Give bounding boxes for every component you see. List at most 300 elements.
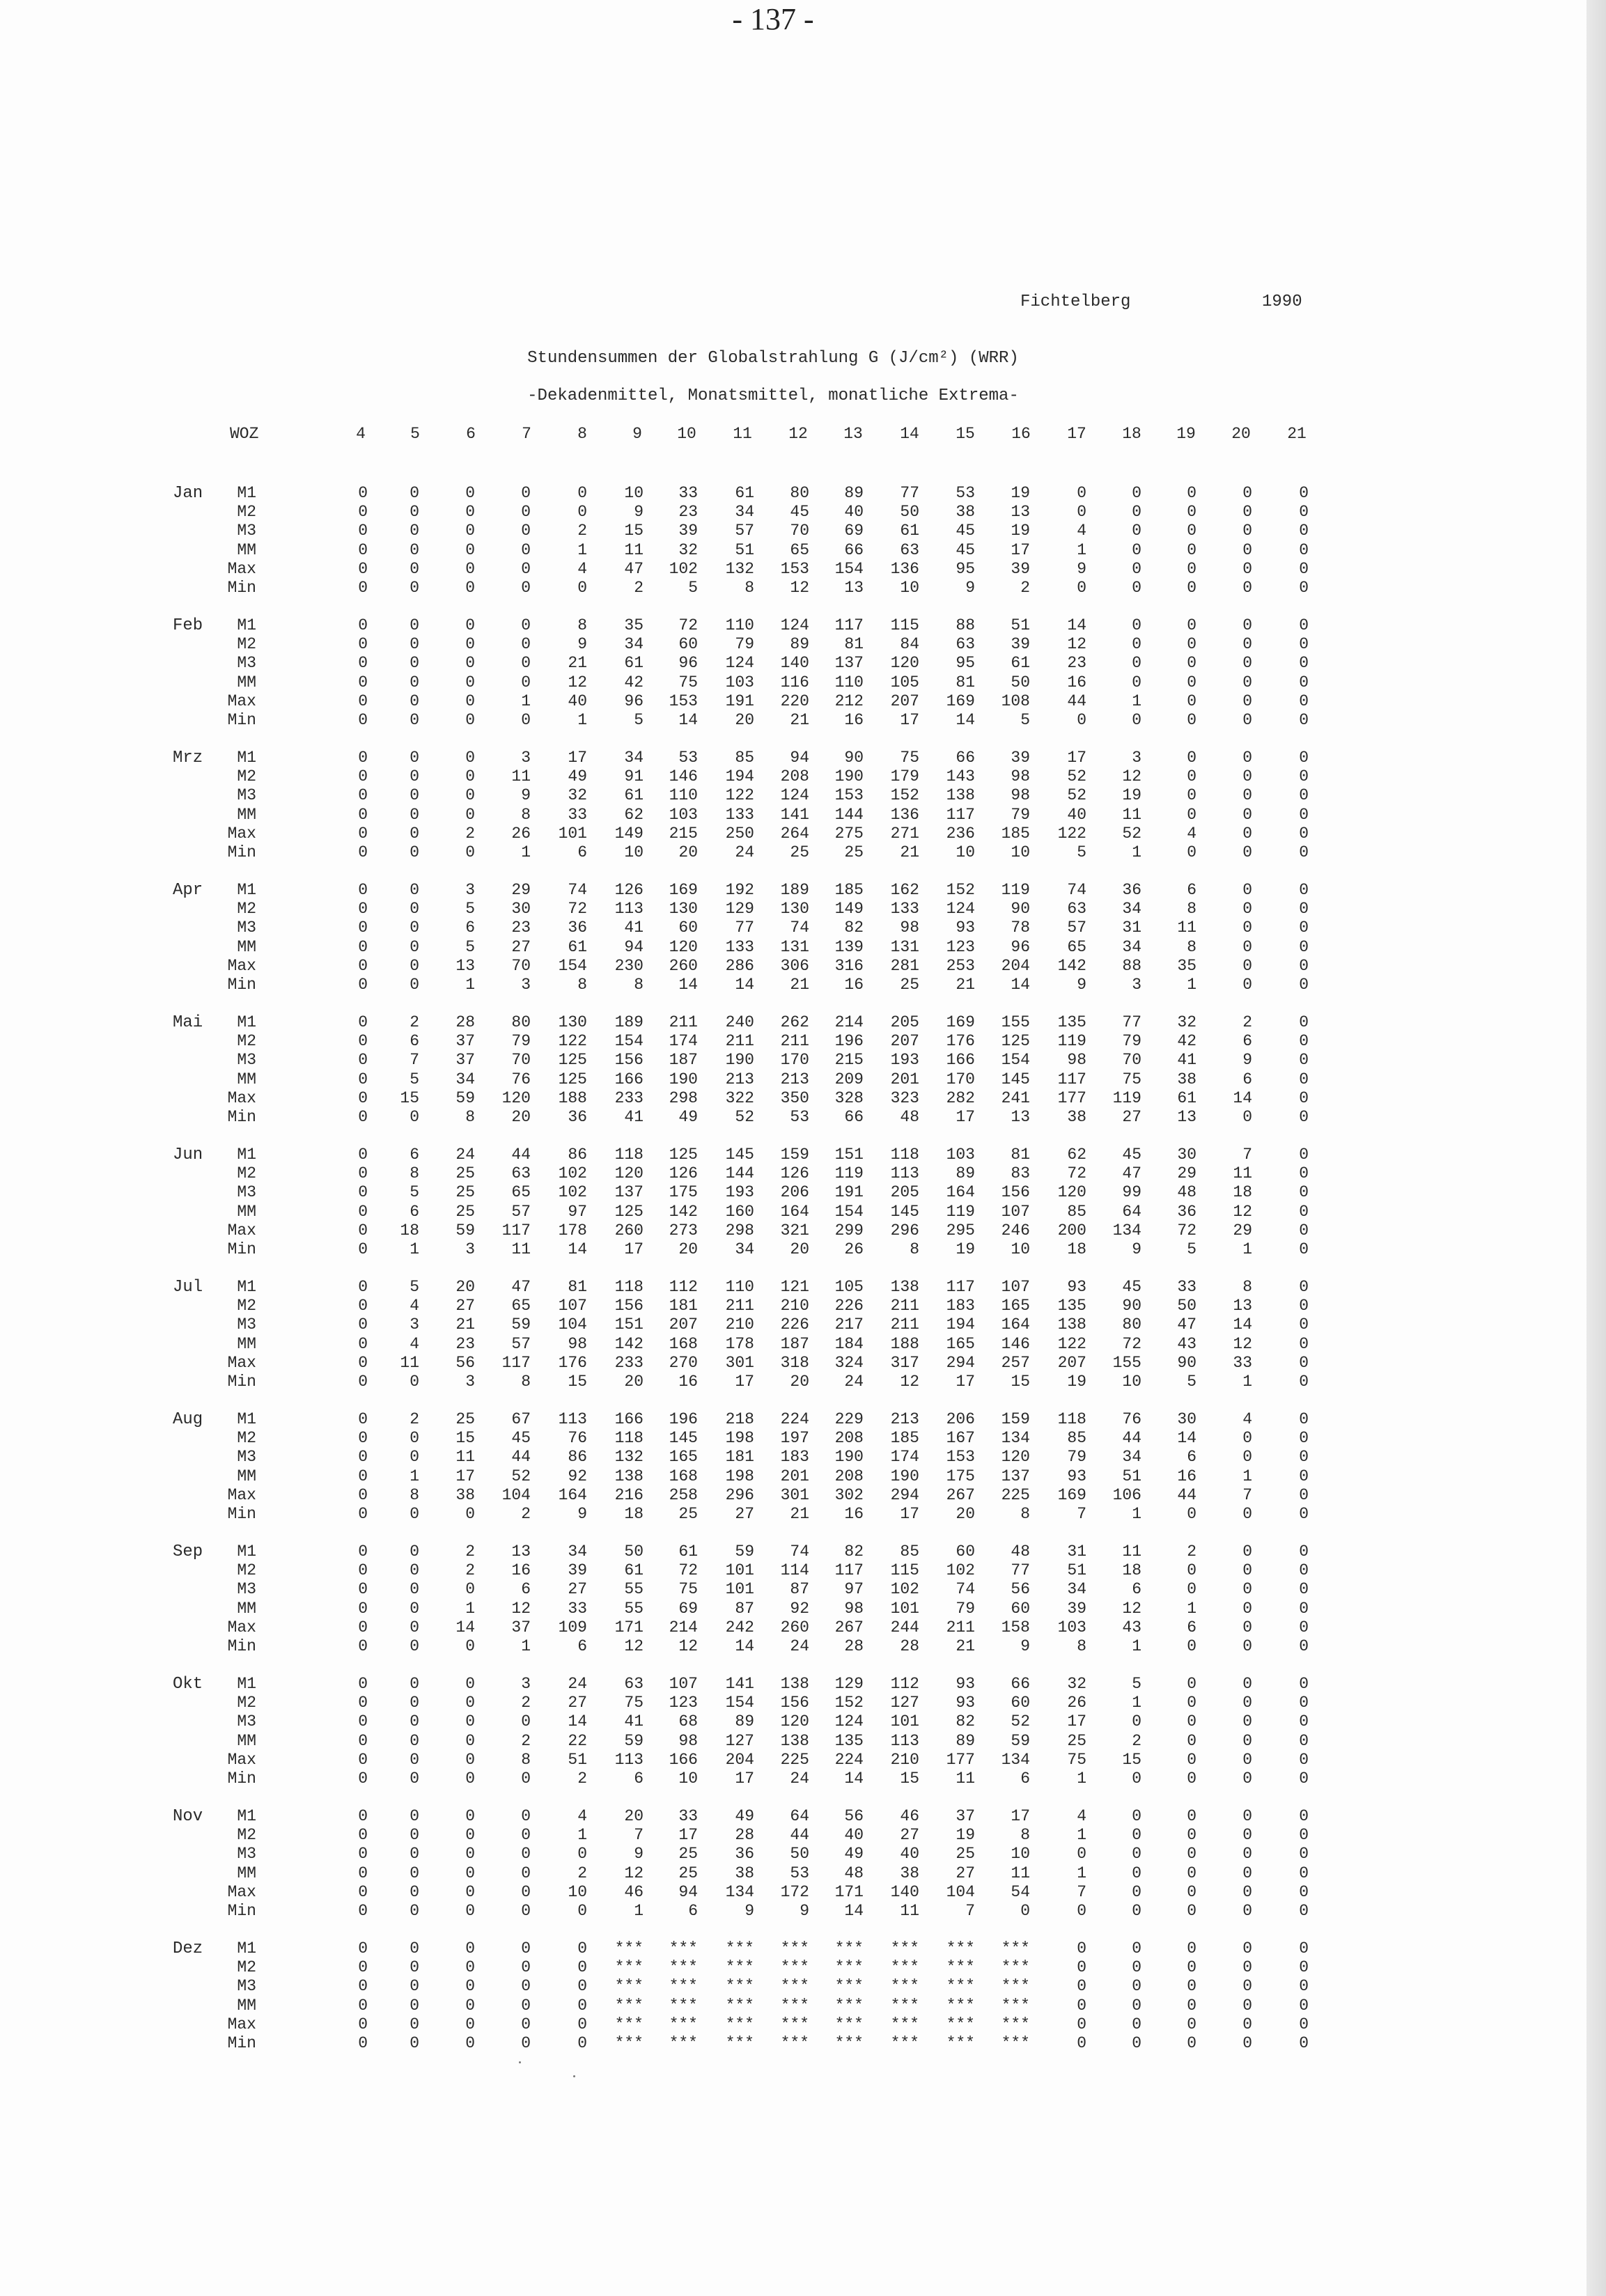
table-cell: 165 (1001, 1297, 1030, 1315)
table-cell: 120 (890, 654, 919, 673)
table-cell: 36 (568, 919, 587, 937)
table-cell: 0 (358, 1712, 368, 1731)
row-label: Max (227, 1750, 256, 1769)
table-cell: 9 (1020, 1637, 1030, 1655)
table-cell: 0 (1242, 1429, 1252, 1448)
row-label: Max (227, 1088, 256, 1107)
table-cell: 3 (521, 749, 531, 767)
row-label: M3 (237, 522, 256, 540)
table-cell: 10 (624, 484, 644, 502)
table-cell: 155 (1001, 1013, 1030, 1031)
table-cell: 271 (890, 824, 919, 843)
table-cell: 18 (1067, 1240, 1086, 1258)
table-cell: 210 (780, 1297, 809, 1315)
table-cell: 11 (1122, 805, 1141, 824)
table-cell: 12 (1233, 1202, 1252, 1221)
table-cell: 0 (410, 616, 419, 634)
table-cell: 14 (844, 1770, 864, 1788)
table-cell: *** (946, 1939, 975, 1958)
row-label: Max (227, 824, 256, 843)
table-cell: 5 (634, 711, 644, 729)
station-name: Fichtelberg (1020, 292, 1131, 311)
table-cell: 171 (614, 1618, 644, 1637)
table-cell: 28 (844, 1637, 864, 1655)
table-cell: 38 (956, 503, 975, 522)
table-cell: 0 (358, 1939, 368, 1958)
table-cell: 11 (624, 540, 644, 559)
table-cell: 21 (455, 1315, 475, 1334)
table-cell: 211 (780, 1032, 809, 1051)
row-label: Max (227, 956, 256, 975)
table-cell: 0 (410, 484, 419, 502)
table-cell: 165 (946, 1334, 975, 1353)
table-cell: 47 (1122, 1164, 1141, 1183)
table-cell: 11 (1177, 919, 1196, 937)
table-cell: 207 (890, 692, 919, 710)
table-cell: 0 (410, 1882, 419, 1901)
table-cell: 0 (1299, 1448, 1309, 1467)
table-cell: 25 (900, 976, 919, 994)
table-cell: 0 (1242, 1958, 1252, 1977)
table-cell: 28 (735, 1826, 754, 1845)
row-label: MM (237, 1334, 256, 1353)
table-cell: 96 (678, 654, 698, 673)
table-cell: 102 (946, 1561, 975, 1580)
table-cell: 17 (1067, 749, 1086, 767)
table-cell: 0 (1242, 1770, 1252, 1788)
table-cell: *** (669, 2015, 698, 2033)
table-cell: 0 (410, 1637, 419, 1655)
table-cell: 52 (1067, 767, 1086, 786)
table-cell: 102 (669, 559, 698, 578)
table-cell: 0 (410, 579, 419, 597)
table-cell: 225 (1001, 1485, 1030, 1504)
table-cell: 126 (780, 1164, 809, 1183)
table-cell: 0 (1187, 1750, 1196, 1769)
table-cell: 45 (511, 1429, 531, 1448)
table-cell: 0 (1242, 616, 1252, 634)
table-cell: 17 (900, 711, 919, 729)
table-cell: 61 (900, 522, 919, 540)
table-cell: 0 (1299, 1902, 1309, 1920)
table-cell: 80 (511, 1013, 531, 1031)
table-cell: 17 (956, 1373, 975, 1391)
table-cell: 33 (568, 1599, 587, 1618)
table-cell: 0 (1242, 1637, 1252, 1655)
hour-header: 18 (1122, 425, 1141, 443)
table-cell: 101 (890, 1599, 919, 1618)
table-cell: 76 (1122, 1410, 1141, 1428)
table-cell: 226 (780, 1315, 809, 1334)
table-cell: 207 (669, 1315, 698, 1334)
table-cell: 19 (1011, 484, 1030, 502)
table-cell: 38 (735, 1864, 754, 1882)
table-cell: 0 (358, 1561, 368, 1580)
table-cell: 20 (790, 1373, 809, 1391)
table-cell: 0 (1299, 937, 1309, 956)
table-cell: 85 (900, 1543, 919, 1561)
row-label: Min (227, 2034, 256, 2052)
table-cell: 178 (558, 1221, 587, 1240)
table-cell: 4 (577, 1807, 587, 1825)
table-cell: 72 (1122, 1334, 1141, 1353)
table-cell: 9 (634, 503, 644, 522)
table-cell: 92 (790, 1599, 809, 1618)
table-cell: 6 (1187, 1448, 1196, 1467)
table-cell: 12 (624, 1864, 644, 1882)
table-cell: 0 (1132, 635, 1141, 654)
table-cell: 153 (834, 786, 864, 805)
table-cell: 57 (511, 1202, 531, 1221)
table-cell: 142 (614, 1334, 644, 1353)
table-cell: 24 (790, 1637, 809, 1655)
table-cell: 3 (1132, 749, 1141, 767)
table-cell: *** (780, 2015, 809, 2033)
table-cell: *** (946, 1977, 975, 1996)
table-cell: 102 (558, 1183, 587, 1202)
table-cell: 14 (568, 1240, 587, 1258)
table-cell: 52 (1122, 824, 1141, 843)
table-cell: 3 (465, 1373, 475, 1391)
table-cell: 40 (844, 503, 864, 522)
table-cell: 4 (1242, 1410, 1252, 1428)
table-cell: 28 (455, 1013, 475, 1031)
table-cell: *** (725, 1939, 754, 1958)
table-cell: 0 (1299, 540, 1309, 559)
row-label: M1 (237, 881, 256, 899)
table-cell: 138 (780, 1675, 809, 1693)
table-cell: 217 (834, 1315, 864, 1334)
table-cell: 21 (956, 976, 975, 994)
table-cell: 27 (568, 1580, 587, 1599)
table-cell: 136 (890, 559, 919, 578)
table-cell: 197 (780, 1429, 809, 1448)
table-cell: 34 (568, 1543, 587, 1561)
table-cell: 42 (1177, 1032, 1196, 1051)
table-cell: 225 (780, 1750, 809, 1769)
table-cell: 0 (1299, 1996, 1309, 2015)
table-cell: 0 (1242, 1599, 1252, 1618)
table-cell: 105 (834, 1278, 864, 1296)
table-cell: 77 (1011, 1561, 1030, 1580)
table-cell: 40 (900, 1845, 919, 1864)
table-cell: 52 (511, 1467, 531, 1485)
table-cell: 122 (1057, 1334, 1086, 1353)
table-cell: 0 (410, 1694, 419, 1712)
table-cell: 0 (1187, 673, 1196, 692)
table-cell: 0 (465, 767, 475, 786)
table-cell: 46 (624, 1882, 644, 1901)
table-cell: 0 (1187, 805, 1196, 824)
table-cell: 0 (1299, 749, 1309, 767)
table-cell: 0 (358, 1977, 368, 1996)
table-cell: *** (780, 2034, 809, 2052)
table-cell: 8 (744, 579, 754, 597)
table-cell: 72 (1067, 1164, 1086, 1183)
table-cell: 0 (358, 654, 368, 673)
table-cell: 0 (1299, 1146, 1309, 1164)
table-cell: 0 (521, 540, 531, 559)
row-label: Min (227, 1637, 256, 1655)
table-cell: 70 (511, 1051, 531, 1070)
table-cell: 201 (780, 1467, 809, 1485)
table-cell: 10 (900, 579, 919, 597)
table-cell: 51 (568, 1750, 587, 1769)
table-cell: 131 (780, 937, 809, 956)
table-cell: 5 (465, 900, 475, 919)
table-cell: 6 (1020, 1770, 1030, 1788)
row-label: MM (237, 1070, 256, 1088)
table-cell: 2 (465, 824, 475, 843)
table-cell: 33 (678, 1807, 698, 1825)
table-cell: 0 (465, 654, 475, 673)
table-cell: 0 (1299, 1561, 1309, 1580)
table-cell: 0 (1242, 2034, 1252, 2052)
table-cell: 44 (1122, 1429, 1141, 1448)
table-cell: 0 (410, 1902, 419, 1920)
table-cell: 17 (568, 749, 587, 767)
table-cell: 97 (568, 1202, 587, 1221)
table-cell: 72 (678, 1561, 698, 1580)
row-label: M1 (237, 1278, 256, 1296)
table-cell: 140 (780, 654, 809, 673)
table-cell: 116 (780, 673, 809, 692)
table-cell: 0 (521, 503, 531, 522)
table-cell: 52 (1067, 786, 1086, 805)
table-cell: 82 (956, 1712, 975, 1731)
table-cell: 61 (624, 1561, 644, 1580)
table-cell: 65 (790, 540, 809, 559)
table-cell: 2 (577, 1864, 587, 1882)
table-cell: 0 (521, 1977, 531, 1996)
table-cell: 0 (1242, 692, 1252, 710)
table-cell: 0 (358, 540, 368, 559)
table-cell: 93 (956, 919, 975, 937)
table-cell: 0 (358, 1373, 368, 1391)
table-cell: 35 (624, 616, 644, 634)
table-cell: 125 (558, 1070, 587, 1088)
table-cell: 0 (358, 1146, 368, 1164)
table-cell: 9 (1242, 1051, 1252, 1070)
table-cell: 0 (358, 1315, 368, 1334)
table-cell: 60 (678, 635, 698, 654)
table-cell: 75 (624, 1694, 644, 1712)
row-label: M1 (237, 1807, 256, 1825)
table-cell: 30 (1177, 1146, 1196, 1164)
table-cell: 211 (725, 1032, 754, 1051)
table-cell: 52 (735, 1108, 754, 1126)
table-cell: 25 (455, 1183, 475, 1202)
table-cell: 0 (1020, 1902, 1030, 1920)
table-cell: 22 (568, 1731, 587, 1750)
table-cell: 0 (521, 1864, 531, 1882)
table-cell: 0 (1242, 1845, 1252, 1864)
table-cell: 110 (725, 616, 754, 634)
table-cell: 33 (678, 484, 698, 502)
table-cell: 33 (1177, 1278, 1196, 1296)
table-cell: 0 (1299, 1882, 1309, 1901)
table-cell: 0 (465, 805, 475, 824)
table-cell: 253 (946, 956, 975, 975)
table-cell: 0 (410, 1750, 419, 1769)
table-cell: 0 (1242, 2015, 1252, 2033)
table-cell: 81 (1011, 1146, 1030, 1164)
row-label: M2 (237, 1561, 256, 1580)
table-cell: 0 (410, 824, 419, 843)
table-cell: 154 (614, 1032, 644, 1051)
table-cell: 9 (965, 579, 975, 597)
table-cell: 0 (358, 976, 368, 994)
table-cell: 104 (946, 1882, 975, 1901)
table-cell: 18 (624, 1505, 644, 1523)
table-cell: 201 (890, 1070, 919, 1088)
table-cell: 0 (1299, 1807, 1309, 1825)
table-cell: 154 (558, 956, 587, 975)
table-cell: 5 (410, 1278, 419, 1296)
table-cell: 5 (1187, 1240, 1196, 1258)
table-cell: 129 (834, 1675, 864, 1693)
table-cell: 101 (725, 1580, 754, 1599)
table-cell: 170 (946, 1070, 975, 1088)
table-cell: 6 (1187, 1618, 1196, 1637)
row-label: M3 (237, 1051, 256, 1070)
row-label: Min (227, 1240, 256, 1258)
table-cell: 27 (1122, 1108, 1141, 1126)
table-cell: 25 (956, 1845, 975, 1864)
table-cell: 0 (1187, 711, 1196, 729)
table-cell: 0 (358, 1996, 368, 2015)
table-cell: 76 (568, 1429, 587, 1448)
table-cell: *** (669, 1977, 698, 1996)
table-cell: 1 (1077, 1826, 1086, 1845)
table-cell: 208 (834, 1467, 864, 1485)
table-cell: 53 (956, 484, 975, 502)
table-cell: 0 (1242, 881, 1252, 899)
table-cell: 0 (1077, 1902, 1086, 1920)
table-cell: 0 (358, 635, 368, 654)
row-label: M2 (237, 900, 256, 919)
hour-header: 12 (788, 425, 808, 443)
table-cell: 39 (678, 522, 698, 540)
table-cell: 0 (1187, 1845, 1196, 1864)
table-cell: 31 (1122, 919, 1141, 937)
table-cell: 0 (465, 635, 475, 654)
table-cell: 166 (669, 1750, 698, 1769)
table-cell: 0 (465, 749, 475, 767)
table-cell: 0 (1132, 1770, 1141, 1788)
table-cell: 11 (511, 767, 531, 786)
table-cell: 21 (790, 1505, 809, 1523)
table-cell: 216 (614, 1485, 644, 1504)
table-cell: 15 (624, 522, 644, 540)
table-cell: 207 (890, 1032, 919, 1051)
table-cell: 5 (1020, 711, 1030, 729)
table-cell: 34 (1122, 900, 1141, 919)
table-cell: 2 (1132, 1731, 1141, 1750)
scan-speck (519, 2061, 521, 2063)
table-cell: 0 (577, 503, 587, 522)
month-label: Jul (173, 1278, 203, 1297)
table-cell: 9 (800, 1902, 809, 1920)
year: 1990 (1262, 292, 1302, 311)
table-cell: 175 (946, 1467, 975, 1485)
table-cell: 208 (834, 1429, 864, 1448)
table-cell: 24 (568, 1675, 587, 1693)
table-cell: 119 (1057, 1032, 1086, 1051)
table-cell: 0 (465, 1845, 475, 1864)
table-cell: 122 (725, 786, 754, 805)
hour-header: 19 (1176, 425, 1196, 443)
table-cell: 0 (1187, 692, 1196, 710)
table-cell: 10 (956, 843, 975, 861)
table-cell: 49 (844, 1845, 864, 1864)
table-cell: 107 (669, 1675, 698, 1693)
table-cell: 10 (1011, 843, 1030, 861)
table-cell: 0 (1187, 1939, 1196, 1958)
table-cell: 84 (900, 635, 919, 654)
table-cell: 258 (669, 1485, 698, 1504)
table-cell: 0 (1299, 1429, 1309, 1448)
table-cell: 62 (624, 805, 644, 824)
table-cell: 301 (725, 1353, 754, 1372)
table-cell: 45 (790, 503, 809, 522)
table-cell: 316 (834, 956, 864, 975)
table-cell: 8 (1187, 900, 1196, 919)
table-cell: 56 (455, 1353, 475, 1372)
table-cell: 20 (790, 1240, 809, 1258)
table-cell: 134 (1001, 1750, 1030, 1769)
table-cell: 61 (568, 937, 587, 956)
table-cell: 7 (1242, 1146, 1252, 1164)
table-cell: 0 (358, 1694, 368, 1712)
table-cell: 0 (521, 2034, 531, 2052)
table-cell: 0 (1242, 1750, 1252, 1769)
table-cell: 0 (1242, 1543, 1252, 1561)
table-cell: 61 (678, 1543, 698, 1561)
table-cell: 14 (956, 711, 975, 729)
table-cell: 16 (678, 1373, 698, 1391)
table-cell: 0 (1187, 1770, 1196, 1788)
table-cell: 118 (890, 1146, 919, 1164)
table-cell: 134 (725, 1882, 754, 1901)
table-cell: 89 (844, 484, 864, 502)
table-cell: 138 (890, 1278, 919, 1296)
hour-header: 16 (1011, 425, 1031, 443)
table-cell: 0 (1187, 1675, 1196, 1693)
table-cell: 21 (790, 976, 809, 994)
table-cell: 51 (735, 540, 754, 559)
table-cell: 0 (358, 2015, 368, 2033)
table-cell: 45 (956, 540, 975, 559)
table-cell: 0 (1299, 692, 1309, 710)
table-cell: 119 (1001, 881, 1030, 899)
table-cell: 0 (358, 767, 368, 786)
table-cell: 0 (1299, 1731, 1309, 1750)
table-cell: *** (834, 1958, 864, 1977)
table-cell: 260 (780, 1618, 809, 1637)
table-cell: 74 (956, 1580, 975, 1599)
table-cell: 10 (1011, 1240, 1030, 1258)
table-cell: 1 (521, 843, 531, 861)
table-cell: 0 (465, 1505, 475, 1523)
table-cell: 17 (735, 1373, 754, 1391)
month-label: Sep (173, 1543, 203, 1561)
table-cell: 0 (358, 1202, 368, 1221)
table-cell: 23 (1067, 654, 1086, 673)
table-cell: 159 (780, 1146, 809, 1164)
table-cell: 0 (1299, 1334, 1309, 1353)
table-cell: 0 (410, 1505, 419, 1523)
